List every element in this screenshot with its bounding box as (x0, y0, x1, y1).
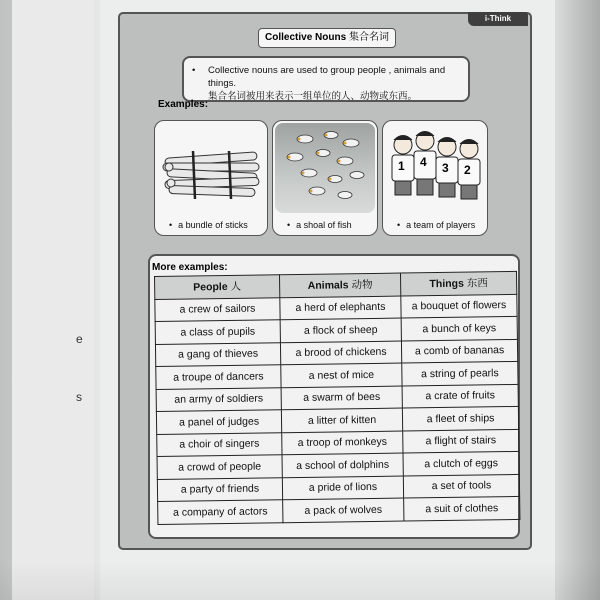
jersey-number: 4 (420, 155, 427, 169)
example-card-team (382, 120, 488, 236)
example-caption-text: a team of players (406, 220, 476, 230)
shoal-of-fish-photo (275, 123, 375, 213)
animals-cell: a nest of mice (281, 363, 402, 387)
example-caption-text: a shoal of fish (296, 220, 352, 230)
example-card-fish (272, 120, 378, 236)
animals-cell: a herd of elephants (280, 296, 401, 320)
animals-cell: a troop of monkeys (282, 431, 403, 455)
header-animals-zh: 动物 (351, 279, 373, 292)
animals-cell: a brood of chickens (280, 341, 401, 365)
jersey-number: 2 (464, 163, 471, 177)
title-chinese: 集合名词 (348, 32, 389, 43)
header-people (155, 275, 280, 299)
table-row (158, 496, 520, 524)
header-people-en: People (193, 281, 228, 294)
things-cell: a flight of stairs (403, 429, 519, 453)
definition-english: Collective nouns are used to group people , animals and things. (208, 65, 446, 89)
animals-cell: a pride of lions (282, 476, 403, 500)
adjacent-page-letter: e (76, 332, 83, 346)
jersey-number: 1 (398, 159, 405, 173)
people-cell: a panel of judges (156, 410, 281, 434)
adjacent-page (12, 0, 94, 600)
things-cell: a string of pearls (402, 361, 518, 385)
example-caption (273, 220, 377, 230)
things-cell: a clutch of eggs (403, 451, 519, 475)
things-cell: a suit of clothes (404, 496, 520, 520)
animals-cell: a pack of wolves (283, 498, 404, 522)
things-cell: a bunch of keys (401, 316, 517, 340)
things-cell: a bouquet of flowers (401, 294, 517, 318)
more-examples-heading: More examples: (152, 262, 228, 273)
bundle-of-sticks-illustration (157, 133, 267, 213)
people-cell: a gang of thieves (155, 342, 280, 366)
people-cell: a crew of sailors (155, 297, 280, 321)
collective-nouns-table (154, 271, 520, 525)
animals-cell: a litter of kitten (281, 408, 402, 432)
adjacent-page-letter: s (76, 390, 82, 404)
header-animals-en: Animals (307, 279, 349, 293)
animals-cell: a flock of sheep (280, 318, 401, 342)
things-cell: a crate of fruits (402, 384, 518, 408)
things-cell: a fleet of ships (402, 406, 518, 430)
page-title (258, 28, 396, 48)
example-caption-text: a bundle of sticks (178, 220, 248, 230)
bullet-icon: • (287, 220, 291, 230)
people-cell: a crowd of people (157, 455, 282, 479)
people-cell: a class of pupils (155, 320, 280, 344)
people-cell: an army of soldiers (156, 387, 281, 411)
jersey-number: 3 (442, 161, 449, 175)
example-card-sticks (154, 120, 268, 236)
example-caption (383, 220, 487, 230)
definition-box (182, 56, 470, 102)
animals-cell: a school of dolphins (282, 453, 403, 477)
title-english: Collective Nouns (265, 32, 347, 43)
things-cell: a set of tools (403, 474, 519, 498)
header-animals (279, 273, 400, 297)
header-things (400, 271, 516, 295)
examples-heading: Examples: (158, 99, 209, 110)
people-cell: a troupe of dancers (156, 365, 281, 389)
people-cell: a party of friends (157, 477, 282, 501)
bullet-icon: • (169, 220, 173, 230)
i-think-tag: i-Think (468, 12, 528, 26)
things-cell: a comb of bananas (401, 339, 517, 363)
header-things-zh: 东西 (466, 277, 488, 290)
animals-cell: a swarm of bees (281, 386, 402, 410)
header-things-en: Things (429, 277, 464, 291)
fish-group-icon (275, 123, 377, 213)
bullet-icon: • (192, 65, 196, 76)
bottom-shade (0, 560, 600, 600)
people-cell: a choir of singers (157, 432, 282, 456)
definition-chinese: 集合名词被用来表示一组单位的人、动物或东西。 (208, 91, 418, 102)
bullet-icon: • (397, 220, 401, 230)
header-people-zh: 人 (230, 281, 242, 294)
right-edge-shadow (550, 0, 600, 600)
people-cell: a company of actors (158, 500, 283, 524)
example-caption (155, 220, 267, 230)
